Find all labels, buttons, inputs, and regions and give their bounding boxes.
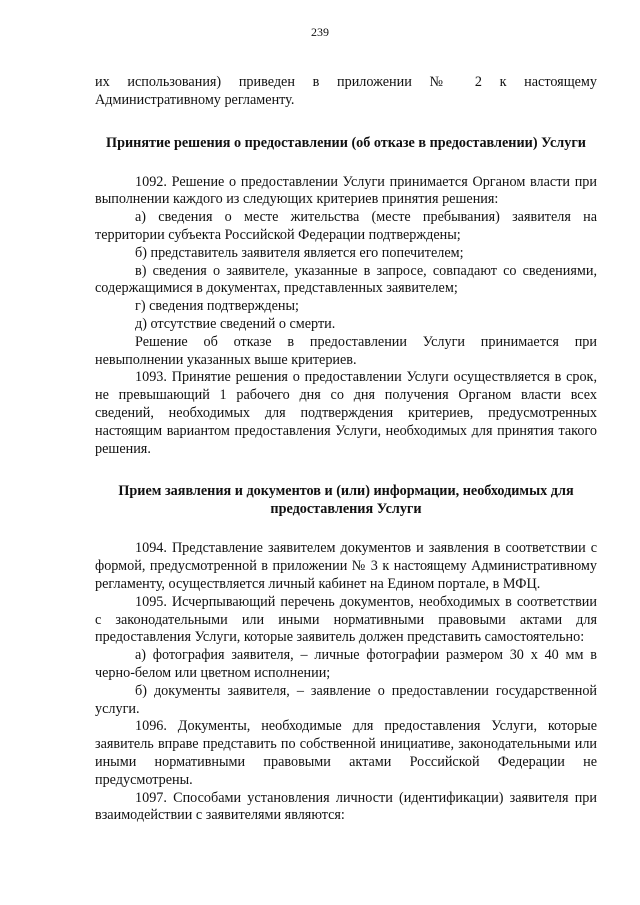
list-item: а) фотография заявителя, – личные фотографии размером 30 х 40 мм в черно-белом или цветном исполнении; — [95, 647, 597, 681]
list-item: д) отсутствие сведений о смерти. — [135, 315, 336, 332]
paragraph: 1097. Способами установления личности (идентификации) заявителя при взаимодействии с заявителями являются: — [95, 789, 597, 824]
paragraph: 1095. Исчерпывающий перечень документов, необходимых в соответствии с законодательными или иными нормативными правовыми актами для предоставления Услуги, которые заявитель должен представить самостоятельно: — [95, 593, 597, 646]
list-item: а) сведения о месте жительства (месте пребывания) заявителя на территории субъекта Российской Федерации подтверждены; — [95, 209, 597, 243]
list-item: г) сведения подтверждены; — [135, 298, 299, 315]
list-item: в) сведения о заявителе, указанные в запросе, совпадают со сведениями, содержащимися в документах, представленных заявителем; — [95, 262, 597, 297]
list-item: б) представитель заявителя является его попечителем; — [135, 244, 464, 261]
document-body — [95, 74, 597, 825]
paragraph: 1096. Документы, необходимые для предоставления Услуги, которые заявитель вправе представить по собственной инициативе, законодательными или иными нормативными правовыми актами Российской Федерации не предусмотрены. — [95, 718, 597, 788]
paragraph: их использования) приведен в приложении № 2 к настоящему Административному регламенту. — [95, 74, 597, 108]
list-item: б) документы заявителя, – заявление о предоставлении государственной услуги. — [95, 682, 597, 717]
paragraph: Решение об отказе в предоставлении Услуги принимается при невыполнении указанных выше критериев. — [95, 333, 597, 368]
paragraph: 1093. Принятие решения о предоставлении Услуги осуществляется в срок, не превышающий 1 рабочего дня со дня получения Органом власти всех сведений, необходимых для подтверждения критериев, предусмотренных настоящим вариантом предоставления Услуги, необходимых для принятия такого решения. — [95, 369, 597, 457]
section-heading: Прием заявления и документов и (или) информации, необходимых для предоставления Услуги — [118, 483, 574, 518]
page-number: 239 — [311, 25, 329, 39]
section-heading: Принятие решения о предоставлении (об отказе в предоставлении) Услуги — [106, 134, 586, 151]
paragraph: 1092. Решение о предоставлении Услуги принимается Органом власти при выполнении каждого из следующих критериев принятия решения: — [95, 173, 597, 208]
paragraph: 1094. Представление заявителем документов и заявления в соответствии с формой, предусмотренной в приложении № 3 к настоящему Административному регламенту, осуществляется личный кабинет на Едином портале, в МФЦ. — [95, 540, 597, 592]
